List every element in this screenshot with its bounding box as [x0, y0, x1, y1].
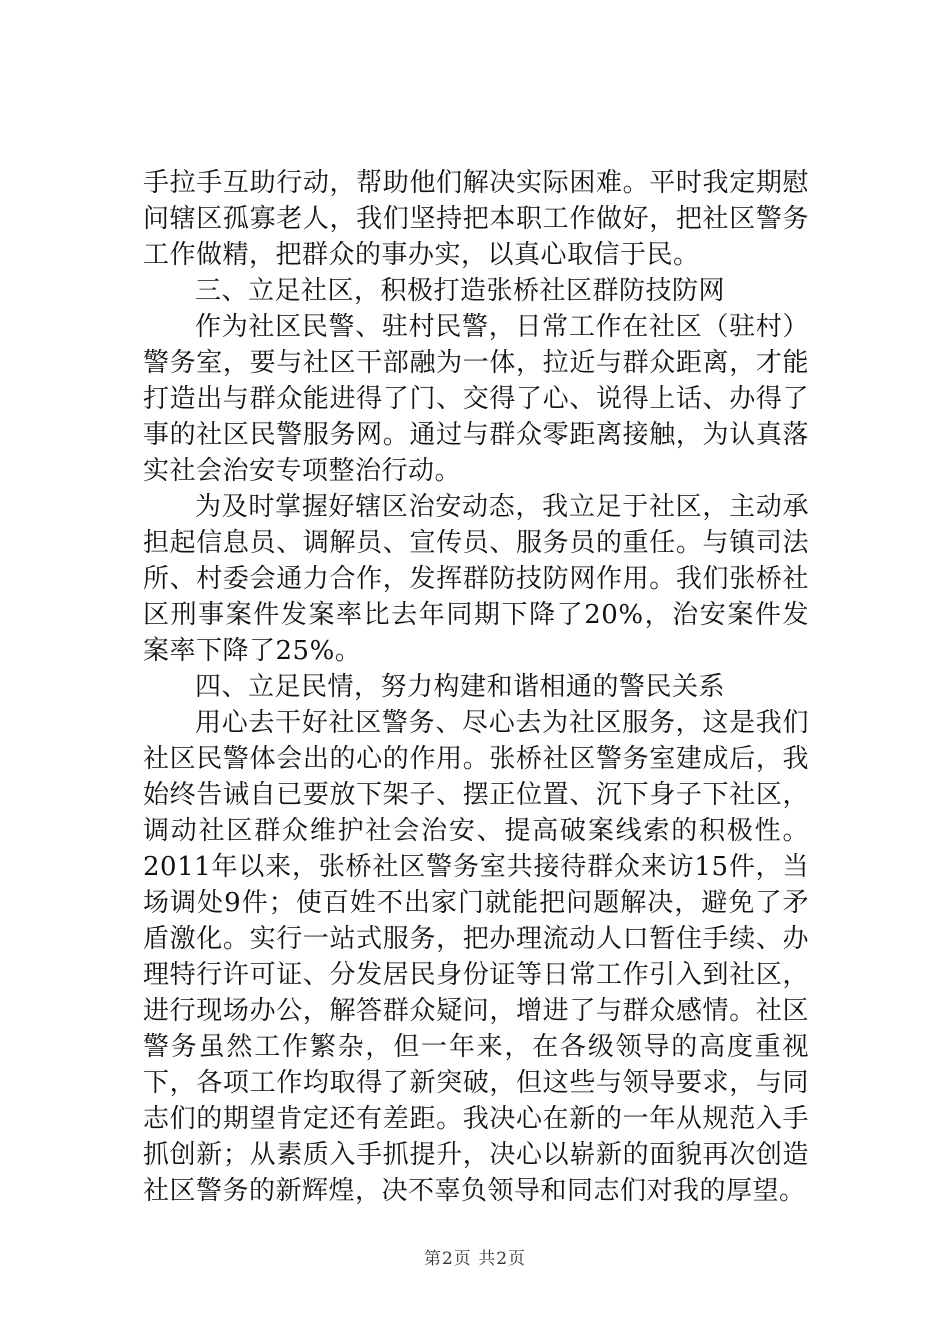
paragraph-continuation: 手拉手互助行动，帮助他们解决实际困难。平时我定期慰问辖区孤寡老人，我们坚持把本职工作做好，把社区警务工作做精，把群众的事办实，以真心取信于民。 [143, 168, 809, 270]
section-heading-4: 四、立足民情，努力构建和谐相通的警民关系 [195, 672, 726, 702]
paragraph: 用心去干好社区警务、尽心去为社区服务，这是我们社区民警体会出的心的作用。张桥社区警务室建成后，我始终告诫自已要放下架子、摆正位置、沉下身子下社区，调动社区群众维护社会治安、提高破案线索的积极性。2011年以来，张桥社区警务室共接待群众来访15件，当场调处9件；使百姓不出家门就能把问题解决，避免了矛盾激化。实行一站式服务，把办理流动人口暂住手续、办理特行许可证、分发居民身份证等日常工作引入到社区，进行现场办公，解答群众疑问，增进了与群众感情。社区警务虽然工作繁杂，但一年来，在各级领导的高度重视下，各项工作均取得了新突破，但这些与领导要求，与同志们的期望肯定还有差距。我决心在新的一年从规范入手抓创新；从素质入手抓提升，决心以崭新的面貌再次创造社区警务的新辉煌，决不辜负领导和同志们对我的厚望。 [143, 708, 809, 1206]
page-footer: 第2页 共2页 [423, 1249, 527, 1269]
paragraph: 作为社区民警、驻村民警，日常工作在社区（驻村）警务室，要与社区干部融为一体，拉近与群众距离，才能打造出与群众能进得了门、交得了心、说得上话、办得了事的社区民警服务网。通过与群众零距离接触，为认真落实社会治安专项整治行动。 [143, 312, 809, 486]
paragraph: 为及时掌握好辖区治安动态，我立足于社区，主动承担起信息员、调解员、宣传员、服务员的重任。与镇司法所、村委会通力合作，发挥群防技防网作用。我们张桥社区刑事案件发案率比去年同期下降了20%，治安案件发案率下降了25%。 [143, 492, 809, 666]
document-body [143, 165, 809, 1209]
section-heading-3: 三、立足社区，积极打造张桥社区群防技防网 [195, 276, 726, 306]
